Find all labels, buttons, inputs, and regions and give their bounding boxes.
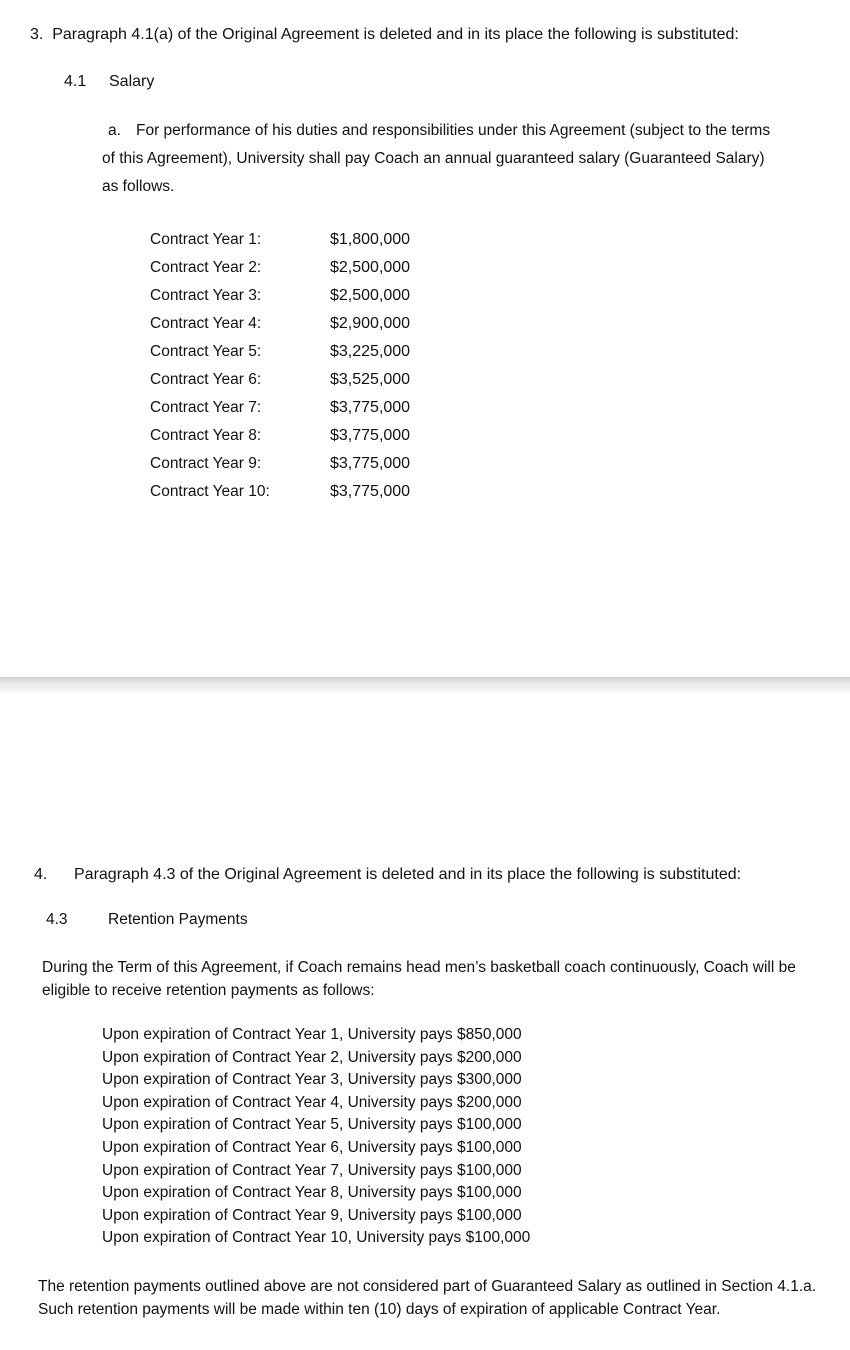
salary-row [150, 422, 450, 450]
salary-year-label: Contract Year 4: [150, 315, 262, 332]
salary-row [150, 478, 450, 506]
subsection-4-1-number: 4.1 [64, 73, 87, 90]
subsection-4-3-heading [46, 909, 248, 931]
salary-row [150, 226, 450, 254]
page-break-divider [0, 677, 850, 693]
salary-row [150, 254, 450, 282]
salary-amount: $3,775,000 [330, 455, 411, 472]
salary-year-label: Contract Year 2: [150, 259, 262, 276]
salary-year-label: Contract Year 1: [150, 231, 262, 248]
salary-amount: $3,775,000 [330, 427, 411, 444]
salary-amount: $3,525,000 [330, 371, 411, 388]
retention-item: Upon expiration of Contract Year 10, University pays $100,000 [102, 1229, 531, 1247]
salary-amount: $1,800,000 [330, 231, 411, 248]
section-4-paragraph [34, 864, 741, 886]
salary-year-label: Contract Year 9: [150, 455, 262, 472]
salary-year-label: Contract Year 6: [150, 371, 262, 388]
section-3-number: 3. [30, 26, 44, 43]
section-3-paragraph [30, 24, 739, 46]
retention-item: Upon expiration of Contract Year 1, University pays $850,000 [102, 1026, 522, 1043]
salary-year-label: Contract Year 3: [150, 287, 262, 304]
salary-year-label: Contract Year 5: [150, 343, 262, 360]
salary-year-label: Contract Year 8: [150, 427, 262, 444]
salary-row [150, 450, 450, 478]
retention-item: Upon expiration of Contract Year 7, University pays $100,000 [102, 1161, 522, 1179]
salary-row [150, 394, 450, 422]
clause-a-text: For performance of his duties and responsibilities under this Agreement (subject to the terms of this Agreement), University shall pay Coach an annual guaranteed salary (Guaranteed Salary) as follows. [102, 122, 771, 195]
section-3-text: Paragraph 4.1(a) of the Original Agreement is deleted and in its place the following is substituted: [52, 26, 739, 43]
salary-table [150, 226, 450, 506]
salary-amount: $2,500,000 [330, 259, 411, 276]
retention-note: The retention payments outlined above are not considered part of Guaranteed Salary as outlined in Section 4.1.a. Such retention payments will be made within ten (10) days of expiration of applicable Contract Year. [38, 1278, 817, 1318]
retention-item: Upon expiration of Contract Year 5, University pays $100,000 [102, 1116, 522, 1134]
retention-item: Upon expiration of Contract Year 3, University pays $300,000 [102, 1071, 522, 1089]
retention-item: Upon expiration of Contract Year 8, University pays $100,000 [102, 1184, 522, 1202]
subsection-4-3-number: 4.3 [46, 911, 68, 928]
salary-row [150, 310, 450, 338]
retention-list [102, 1024, 530, 1250]
salary-row [150, 338, 450, 366]
salary-amount: $2,900,000 [330, 315, 411, 332]
salary-clause-a [102, 117, 782, 201]
salary-amount: $3,225,000 [330, 343, 411, 360]
retention-intro: During the Term of this Agreement, if Coach remains head men’s basketball coach continuously, Coach will be eligible to receive retention payments as follows: [42, 959, 796, 999]
retention-item: Upon expiration of Contract Year 9, University pays $100,000 [102, 1206, 522, 1224]
salary-row [150, 366, 450, 394]
salary-year-label: Contract Year 10: [150, 483, 270, 500]
retention-item: Upon expiration of Contract Year 4, University pays $200,000 [102, 1093, 522, 1111]
subsection-4-3-title: Retention Payments [108, 911, 248, 928]
clause-a-label: a. [108, 122, 121, 139]
salary-amount: $3,775,000 [330, 399, 411, 416]
salary-amount: $3,775,000 [330, 483, 411, 500]
subsection-4-1-title: Salary [109, 73, 155, 90]
retention-item: Upon expiration of Contract Year 2, University pays $200,000 [102, 1048, 522, 1066]
retention-item: Upon expiration of Contract Year 6, University pays $100,000 [102, 1138, 522, 1156]
salary-year-label: Contract Year 7: [150, 399, 262, 416]
subsection-4-1-heading [64, 71, 154, 93]
section-4-number: 4. [34, 866, 48, 883]
salary-row [150, 282, 450, 310]
section-4-text: Paragraph 4.3 of the Original Agreement is deleted and in its place the following is substituted: [74, 866, 742, 883]
salary-amount: $2,500,000 [330, 287, 411, 304]
